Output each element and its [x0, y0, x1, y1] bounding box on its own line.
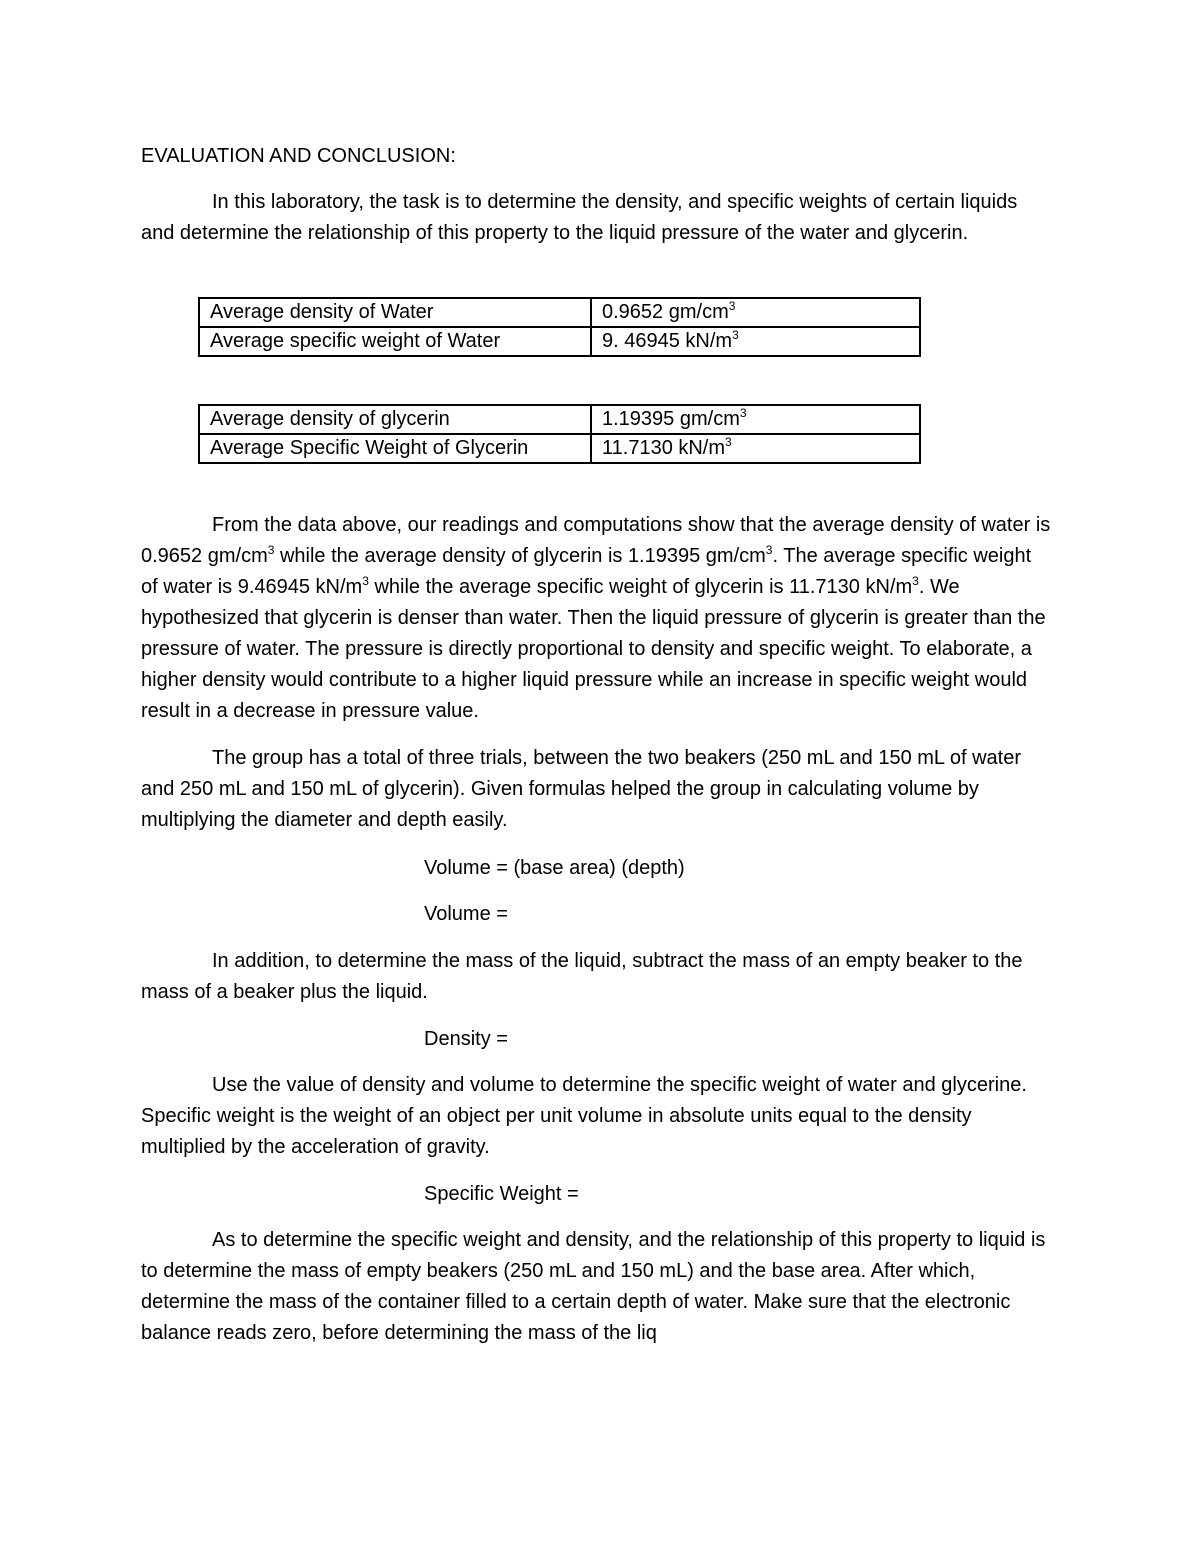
- analysis-paragraph: From the data above, our readings and computations show that the average density of water is 0.9652 $gm/cm^3$ while the average density of glycerin is 1.19395 $gm/cm^3$. The average specific weight of water is 9.46945 $kN/m^3$ while the average specific weight of glycerin is 11.7130 $kN/m^3$. We hypothesized that glycerin is denser than water. Then the liquid pressure of glycerin is greater than the pressure of water. The pressure is directly proportional to density and specific weight. To elaborate, a higher density would contribute to a higher liquid pressure while an increase in specific weight would result in a decrease in pressure value.: [141, 514, 1051, 722]
- procedure-paragraph: As to determine the specific weight and density, and the relationship of this property to liquid is to determine the mass of empty beakers (250 mL and 150 mL) and the base area. After which, determine the mass of the container filled to a certain depth of water. Make sure that the electronic balance reads zero, before determining the mass of the liq: [141, 1229, 1046, 1344]
- table-cell-label: Average density of Water: [199, 298, 591, 327]
- table-cell-label: Average density of glycerin: [199, 405, 591, 434]
- table-cell-value: 11.7130 $kN/m^3$: [591, 434, 920, 463]
- density-formula: Density =: [424, 1028, 508, 1050]
- table-cell-label: Average specific weight of Water: [199, 327, 591, 356]
- glycerin-table: [198, 404, 921, 464]
- table-row: [199, 434, 920, 463]
- specific-weight-formula: Specific Weight =: [424, 1183, 579, 1205]
- intro-paragraph: In this laboratory, the task is to determine the density, and specific weights of certain liquids and determine the relationship of this property to the liquid pressure of the water and glycerin.: [141, 191, 1018, 244]
- table-cell-value: 1.19395 $gm/cm^3$: [591, 405, 920, 434]
- table-row: [199, 298, 920, 327]
- water-table: [198, 297, 921, 357]
- mass-paragraph: In addition, to determine the mass of the liquid, subtract the mass of an empty beaker to the mass of a beaker plus the liquid.: [141, 950, 1023, 1003]
- table-cell-value: 9. 46945 $kN/m^3$: [591, 327, 920, 356]
- table-cell-value: 0.9652 $gm/cm^3$: [591, 298, 920, 327]
- trials-paragraph: The group has a total of three trials, between the two beakers (250 mL and 150 mL of water and 250 mL and 150 mL of glycerin). Given formulas helped the group in calculating volume by multiplying the diameter and depth easily.: [141, 747, 1021, 831]
- table-row: [199, 327, 920, 356]
- table-row: [199, 405, 920, 434]
- volume-formula-blank: Volume =: [424, 903, 508, 925]
- volume-formula: Volume = (base area) (depth): [424, 857, 685, 879]
- specific-weight-paragraph: Use the value of density and volume to determine the specific weight of water and glycerine. Specific weight is the weight of an object per unit volume in absolute units equal to the density multiplied by the acceleration of gravity.: [141, 1074, 1027, 1158]
- section-heading: EVALUATION AND CONCLUSION:: [141, 145, 456, 167]
- table-cell-label: Average Specific Weight of Glycerin: [199, 434, 591, 463]
